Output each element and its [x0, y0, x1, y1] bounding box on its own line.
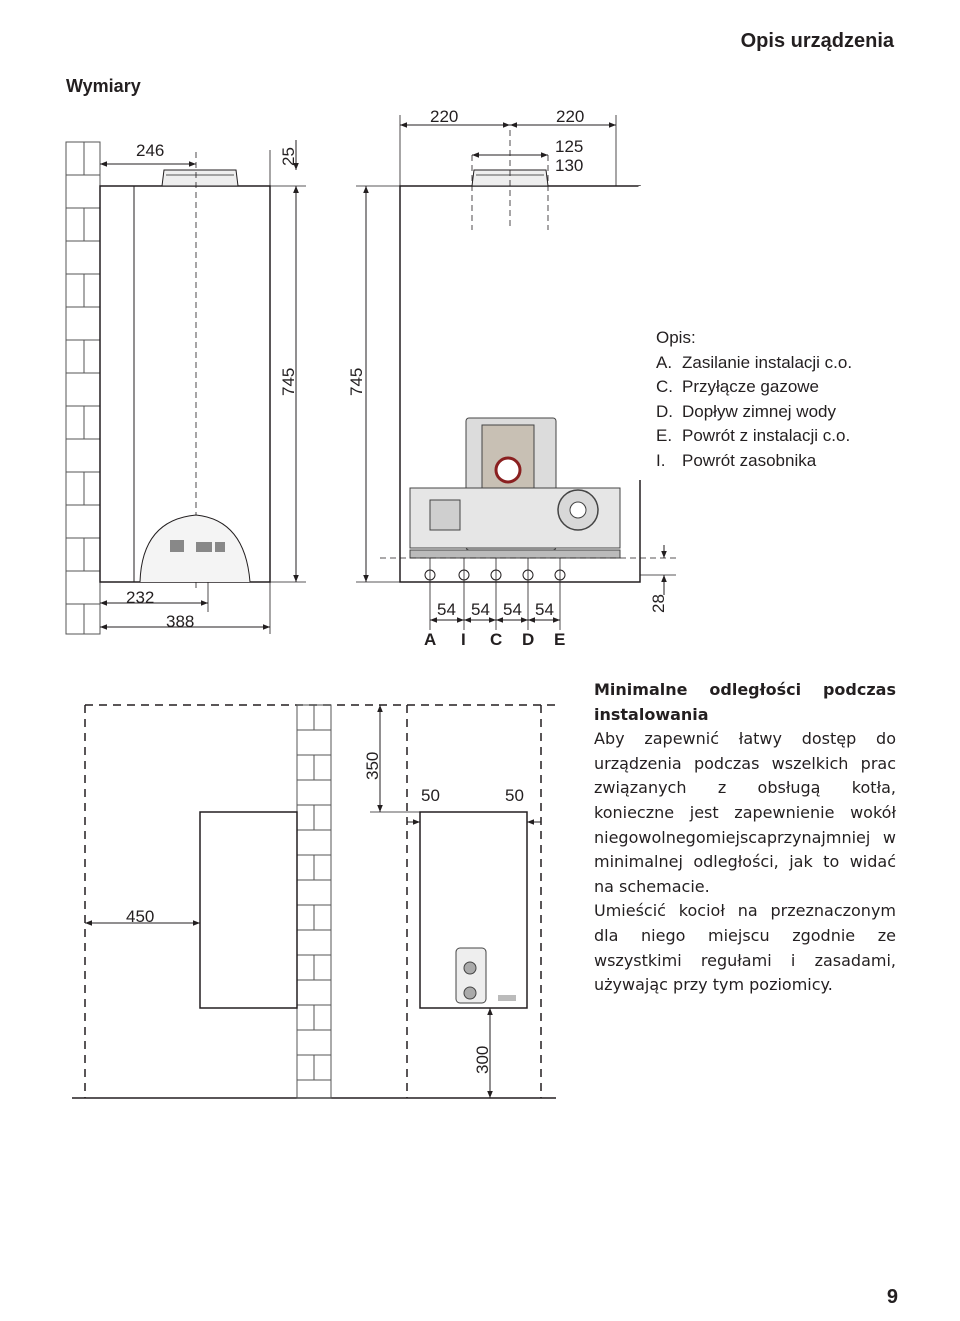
- legend-item: C. Przyłącze gazowe: [656, 377, 820, 396]
- front-view-drawing: [347, 107, 680, 649]
- clearance-diagram: [72, 705, 556, 1098]
- legend-heading: Opis:: [656, 328, 696, 347]
- clearance-side-50-left: 50: [421, 786, 440, 805]
- clearance-description: [594, 678, 896, 998]
- connection-letter-d: D: [522, 630, 535, 649]
- connections-legend: [656, 326, 852, 473]
- boiler-side-clearance: [200, 812, 297, 1008]
- clearance-bottom-300: 300: [473, 1045, 492, 1074]
- clearance-side-50-right: 50: [505, 786, 524, 805]
- dimensions-section-title: Wymiary: [66, 76, 141, 96]
- dim-front-220-right: 220: [556, 107, 585, 126]
- dim-bottom-offset-28: 28: [649, 594, 668, 613]
- dim-flue-125: 125: [555, 137, 584, 156]
- dim-spacing-54-4: 54: [535, 600, 554, 619]
- clearance-paragraph-2: Umieścić kocioł na przeznaczonym dla niego miejscu zgodnie ze wszystkimi regułami i zasadami, używając przy tym poziomicy.: [594, 901, 896, 995]
- flue-adapter-side: [162, 170, 238, 186]
- dim-front-height-745: 745: [347, 367, 366, 396]
- dim-front-220-left: 220: [430, 107, 459, 126]
- wall-bricks-top: [66, 142, 100, 634]
- dim-side-height-745: 745: [279, 367, 298, 396]
- clearance-top-350: 350: [363, 751, 382, 780]
- legend-item: D. Dopływ zimnej wody: [656, 401, 836, 421]
- legend-item: E. Powrót z instalacji c.o.: [656, 426, 851, 445]
- page-number: 9: [886, 1286, 898, 1308]
- legend-item: A. Zasilanie instalacji c.o.: [656, 352, 853, 372]
- clearance-paragraph-1: Aby zapewnić łatwy dostęp do urządzenia podczas wszelkich prac związanych z obsługą kotła, konieczne jest zapewnienie wokół niegowolnegomiejscaprzynajmniej w minimalnej odległości, jak to widać na schemacie.: [594, 729, 896, 896]
- dim-side-depth-232: 232: [126, 588, 155, 607]
- dim-side-width-246: 246: [136, 141, 165, 160]
- page-header-title: Opis urządzenia: [740, 30, 894, 52]
- wall-bricks-bottom: [297, 705, 331, 1098]
- hydraulic-group-illustration: [410, 418, 620, 558]
- dim-side-depth-388: 388: [166, 612, 195, 631]
- clearance-heading: Minimalne odległości podczas instalowania: [594, 680, 896, 724]
- connection-stubs: [425, 558, 565, 630]
- dim-spacing-54-2: 54: [471, 600, 490, 619]
- dim-spacing-54-1: 54: [437, 600, 456, 619]
- dim-spacing-54-3: 54: [503, 600, 522, 619]
- clearance-left-450: 450: [126, 907, 155, 926]
- side-view-drawing: [66, 140, 306, 634]
- connection-letter-c: C: [490, 630, 503, 649]
- dim-side-offset-25: 25: [279, 147, 298, 166]
- connection-letter-i: I: [461, 630, 466, 649]
- legend-item: I. Powrót zasobnika: [656, 450, 817, 470]
- connection-letter-a: A: [424, 630, 437, 649]
- dim-flue-130: 130: [555, 156, 584, 175]
- connection-letter-e: E: [554, 630, 566, 649]
